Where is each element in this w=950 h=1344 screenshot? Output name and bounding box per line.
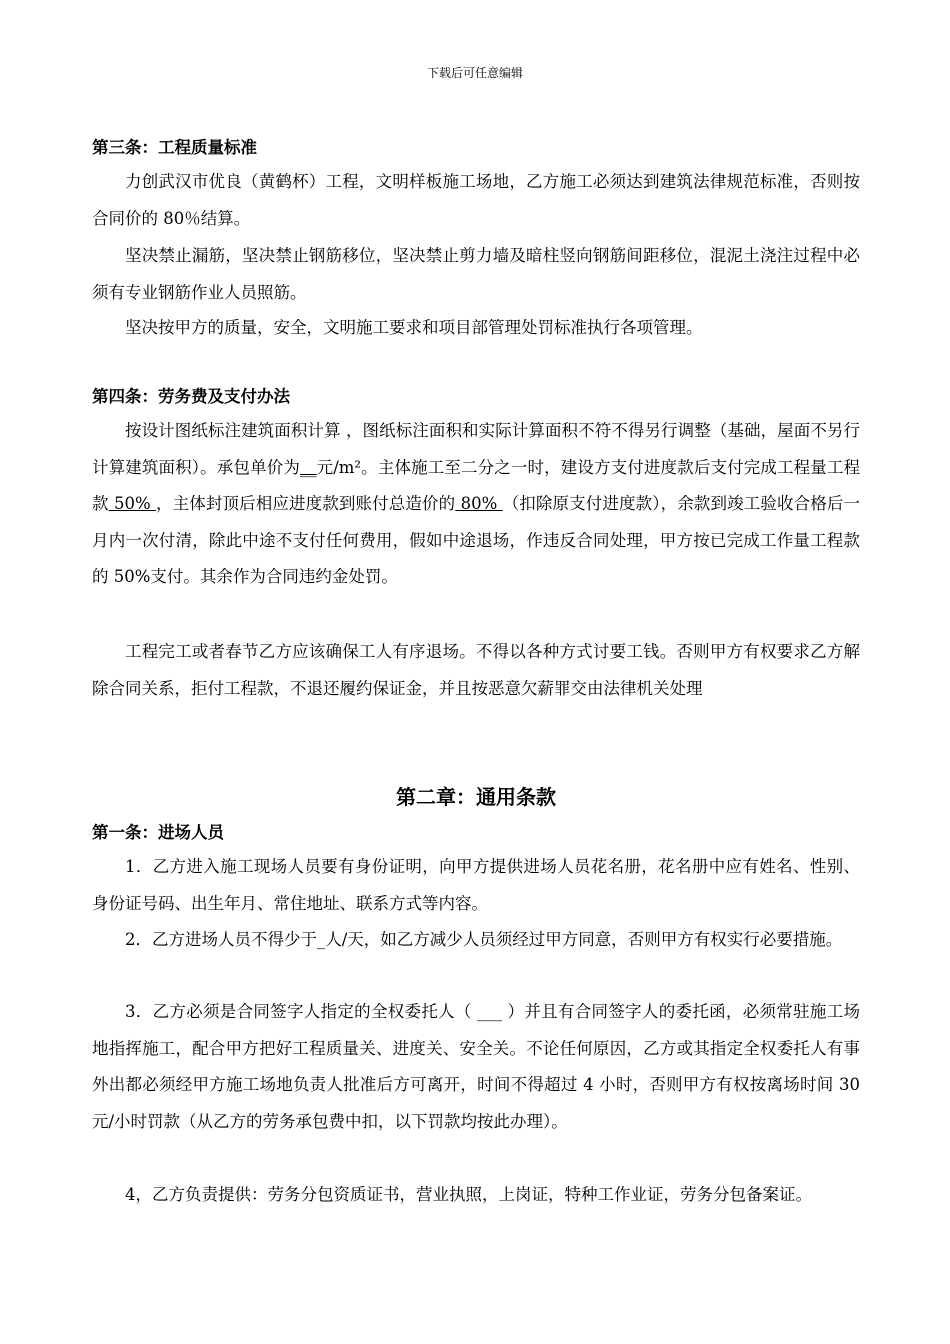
percent-value: 80% — [455, 494, 503, 513]
paragraph: 坚决按甲方的质量，安全，文明施工要求和项目部管理处罚标准执行各项管理。 — [125, 318, 703, 337]
list-item: 2．乙方进场人员不得少于_人/天，如乙方减少人员须经过甲方同意，否则甲方有权实行必要措施。 — [125, 930, 843, 949]
paragraph: 力创武汉市优良（黄鹤杯）工程，文明样板施工场地，乙方施工必须达到建筑法律规范标准，否则按合同价的 80％结算。 — [92, 172, 860, 228]
text-run: （扣除原支付进度款），余款到竣工验收合格后一月内一次付清，除此中途不支付任何费用，假如中途退场，作违反合同处理，甲方按已完成工作量工程款的 50%支付。其余作为合同违约金处罚。 — [92, 494, 861, 586]
list-item: 3．乙方必须是合同签字人指定的全权委托人（ ___ ）并且有合同签字人的委托函，必须常驻施工场地指挥施工，配合甲方把好工程质量关、进度关、安全关。不论任何原因，乙方或其指定全权委托人有事外出都必须经甲方施工场地负责人批准后方可离开，时间不得超过 4 小时，否则甲方有权按离场时间 30 元/小时罚款（从乙方的劳务承包费中扣，以下罚款均按此办理）。 — [92, 1002, 860, 1131]
chapter-title: 第二章：通用条款 — [396, 785, 556, 809]
text-run: 按设计图纸标注建筑面积计算 ，图纸标注面积和实际计算面积不符不得另行调整（基础，屋面不另行计算建筑面积）。承包单价为 — [92, 421, 860, 477]
paragraph-payment-terms — [92, 413, 860, 596]
paragraph: 工程完工或者春节乙方应该确保工人有序退场。不得以各种方式讨要工钱。否则甲方有权要求乙方解除合同关系，拒付工程款，不退还履约保证金，并且按恶意欠薪罪交由法律机关处理 — [92, 642, 860, 698]
percent-value: 50% — [108, 494, 157, 513]
paragraph: 坚决禁止漏筋，坚决禁止钢筋移位，坚决禁止剪力墙及暗柱竖向钢筋间距移位，混泥土浇注过程中必须有专业钢筋作业人员照筋。 — [92, 246, 860, 302]
article-title-personnel: 第一条：进场人员 — [92, 823, 224, 842]
section-title-quality: 第三条：工程质量标准 — [92, 138, 257, 157]
unit-price-blank: __ — [299, 457, 317, 477]
page-header: 下载后可任意编辑 — [426, 66, 523, 80]
list-item: 4，乙方负责提供：劳务分包资质证书，营业执照，上岗证，特种工作业证，劳务分包备案证。 — [125, 1185, 812, 1204]
text-run: 元/m²。主体施工至二分之一时，建设方支付进度款后支付完成工程量工程款 — [92, 457, 860, 513]
list-item: 1．乙方进入施工现场人员要有身份证明，向甲方提供进场人员花名册，花名册中应有姓名、性别、身份证号码、出生年月、常住地址、联系方式等内容。 — [92, 857, 860, 913]
section-title-payment: 第四条：劳务费及支付办法 — [92, 387, 290, 406]
text-run: ，主体封顶后相应进度款到账付总造价的 — [156, 494, 456, 513]
